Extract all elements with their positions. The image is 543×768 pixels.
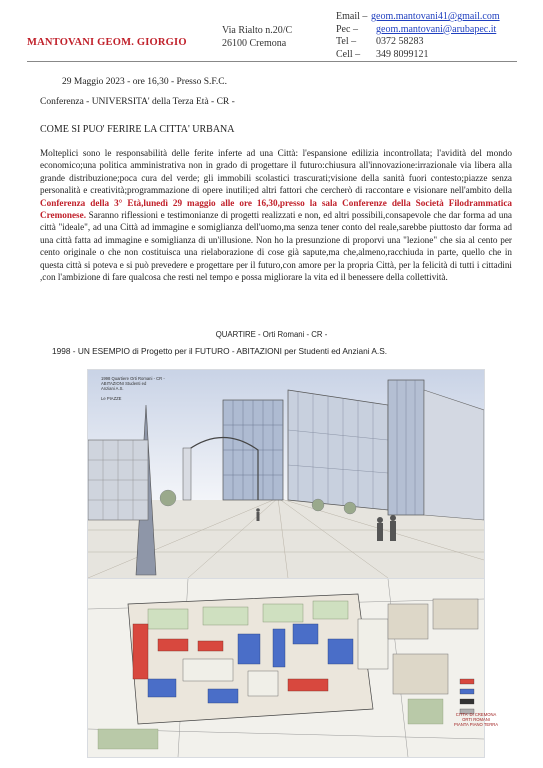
header-divider: [27, 61, 517, 62]
conference-line: Conferenza - UNIVERSITA' della Terza Età - CR -: [40, 97, 235, 107]
site-plan-image: [87, 578, 485, 758]
contact-pec: Pec – geom.mantovani@arubapec.it: [336, 23, 497, 35]
author-name: MANTOVANI GEOM. GIORGIO: [27, 37, 187, 48]
body-text-2: Saranno riflessioni e testimonianze di progetti realizzati e non, ed altri possibili,consapevole che dar forma ad una città "ideale", ad una Città ad immagine e somiglianza dell'uomo,ma senza tener conto del reale,sarebbe piuttosto dar forma ad una città fatta ad immagine e somiglianza di un'illusione. Non ho la presunzione di proporvi una "lezione" che sia al cento per cento originale o che non costituisca una rielaborazione di cose già sapute,ma che,almeno,racchiuda in parte, quello che in questa città si poteva e si può prevedere e progettare per il futuro,con amore per la propria Città, per la felicità di tutti i cittadini ,con l'ambizione di fare qualcosa che resti nel tempo e possa migliorare la vita ed il benessere della collettività.: [40, 210, 512, 283]
section-subtitle: QUARTIRE - Orti Romani - CR -: [215, 330, 328, 339]
contact-block: [336, 11, 500, 61]
contact-cell: Cell – 349 8099121: [336, 48, 429, 60]
plan-caption: CITTA' DI CREMONA ORTI ROMANI PIANTA PIANO TERRA: [454, 712, 499, 727]
contact-email: Email – geom.mantovani41@gmail.com: [336, 11, 500, 22]
email-link[interactable]: geom.mantovani41@gmail.com: [371, 11, 500, 22]
address-line-1: Via Rialto n.20/C: [222, 25, 293, 36]
body-paragraph: [40, 147, 512, 283]
pec-link[interactable]: geom.mantovani@arubapec.it: [376, 23, 497, 35]
sketch-caption: 1998 Quartiere Orti Romani - CR - ABITAZIONI Studenti ed Anziani A.S. Le PIAZZE: [101, 376, 165, 401]
date-line: 29 Maggio 2023 - ore 16,30 - Presso S.F.C.: [62, 77, 227, 87]
body-highlight: Conferenza della 3° Età,lunedì 29 maggio alle ore 16,30,presso la sala Conferenze della Società Filodrammatica Cremonese.: [40, 197, 512, 221]
document-title: COME SI PUO' FERIRE LA CITTA' URBANA: [40, 124, 235, 135]
contact-tel: Tel – 0372 58283: [336, 36, 424, 47]
body-text-1: Molteplici sono le responsabilità delle ferite inferte ad una Città: l'espansione edilizia incontrollata; l'avidità del mondo economico;una politica amministrativa non in grado di progettare il futuro:chiusura all'innovazione:irrazionale via libera alla grande distribuzione;poca cura del verde; gli immobili scolastici trascurati;visione della sanità fuori contesto;piazze senza personalità e creatività;programmazione di opere inutili;ed altri fattori che cercherò di raccontare e visionare nell'ambito della: [40, 148, 512, 196]
address-block: [222, 24, 292, 50]
address-line-2: 26100 Cremona: [222, 38, 287, 49]
project-caption: 1998 - UN ESEMPIO di Progetto per il FUTURO - ABITAZIONI per Studenti ed Anziani A.S.: [52, 346, 388, 356]
